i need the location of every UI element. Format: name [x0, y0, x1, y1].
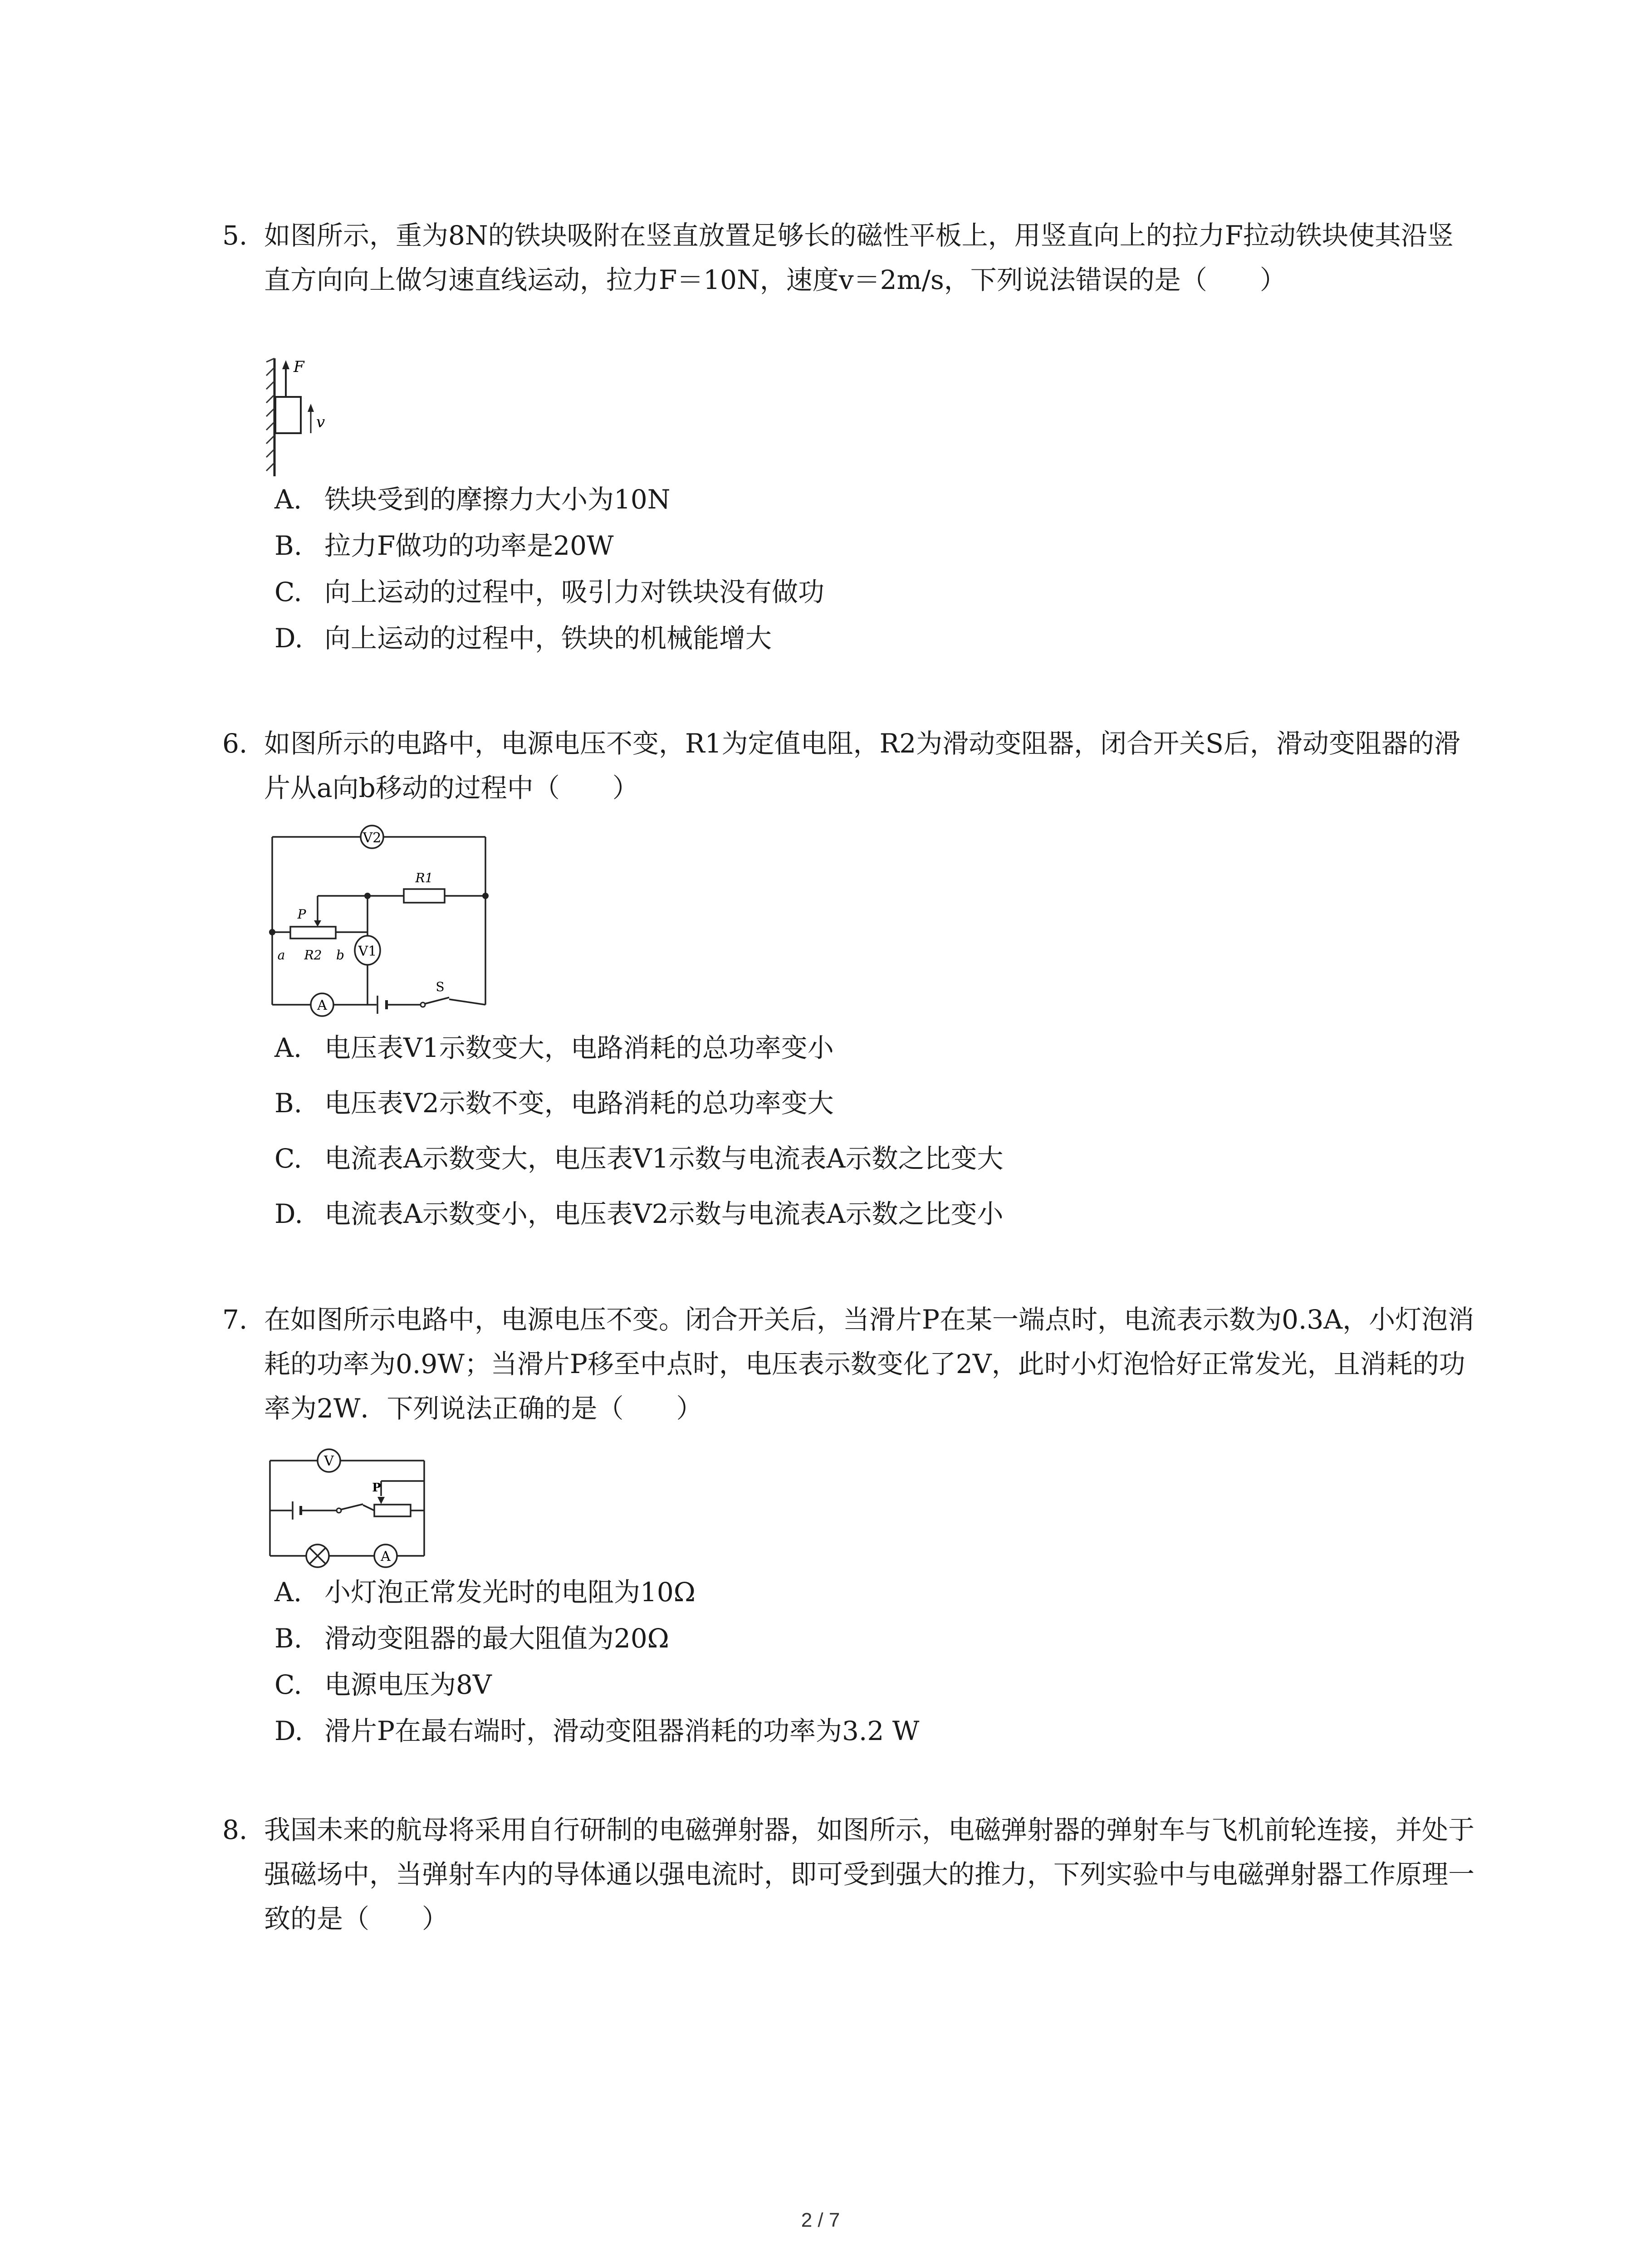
v2-label: V2: [362, 830, 382, 846]
option-letter: C.: [274, 1669, 302, 1700]
figure-magnetic-board: [265, 354, 365, 481]
option-5b: [274, 525, 614, 566]
option-text: 小灯泡正常发光时的电阻为10Ω: [324, 1577, 696, 1608]
question-text: 如图所示的电路中，电源电压不变，R1为定值电阻，R2为滑动变阻器，闭合开关S后，滑动变阻器的滑片从a向b移动的过程中（ ）: [264, 728, 1460, 803]
question-8: [222, 1808, 1474, 1941]
v1-label: V1: [358, 943, 377, 959]
option-6d: [274, 1193, 1004, 1234]
figure-circuit-7: [265, 1442, 433, 1574]
option-text: 铁块受到的摩擦力大小为10N: [324, 484, 671, 515]
option-letter: B.: [274, 1623, 303, 1654]
option-letter: B.: [274, 1088, 303, 1119]
option-6a: [274, 1027, 834, 1068]
question-text: 如图所示，重为8N的铁块吸附在竖直放置足够长的磁性平板上，用竖直向上的拉力F拉动铁块使其沿竖直方向向上做匀速直线运动，拉力F＝10N，速度v＝2m/s，下列说法错误的是（ ）: [264, 220, 1454, 295]
question-number: 6.: [222, 728, 248, 759]
page-number: 2 / 7: [801, 2209, 840, 2231]
question-number: 7.: [222, 1304, 248, 1335]
option-7d: [274, 1711, 919, 1751]
force-label: F: [294, 358, 304, 376]
question-number: 8.: [222, 1814, 248, 1845]
question-5: [222, 213, 1474, 302]
option-letter: D.: [274, 623, 303, 654]
option-text: 电源电压为8V: [324, 1669, 492, 1700]
voltmeter-label: V: [324, 1453, 334, 1469]
option-5a: [274, 479, 671, 520]
option-letter: B.: [274, 530, 303, 561]
option-letter: C.: [274, 1143, 302, 1174]
p-label: P: [372, 1481, 381, 1495]
figure-circuit-6: [263, 823, 499, 1032]
option-6b: [274, 1083, 834, 1124]
question-7: [222, 1297, 1474, 1431]
option-text: 电压表V1示数变大，电路消耗的总功率变小: [324, 1032, 834, 1063]
ammeter-label: A: [381, 1549, 391, 1564]
option-letter: A.: [274, 1577, 302, 1608]
option-letter: C.: [274, 577, 302, 607]
question-text: 在如图所示电路中，电源电压不变。闭合开关后，当滑片P在某一端点时，电流表示数为0.3A，小灯泡消耗的功率为0.9W；当滑片P移至中点时，电压表示数变化了2V，此时小灯泡恰好正常发光，且消耗的功率为2W．下列说法正确的是（ ）: [264, 1304, 1474, 1424]
b-label: b: [336, 948, 344, 963]
ammeter-label: A: [317, 997, 327, 1013]
r2-label: R2: [304, 948, 322, 963]
option-letter: D.: [274, 1198, 303, 1229]
option-letter: A.: [274, 484, 302, 515]
option-7c: [274, 1664, 492, 1705]
option-text: 滑动变阻器的最大阻值为20Ω: [324, 1623, 669, 1654]
option-text: 拉力F做功的功率是20W: [324, 530, 614, 561]
option-text: 电流表A示数变大，电压表V1示数与电流表A示数之比变大: [324, 1143, 1004, 1174]
velocity-label: v: [316, 413, 325, 431]
p-label: P: [297, 907, 306, 922]
option-text: 电流表A示数变小，电压表V2示数与电流表A示数之比变小: [324, 1198, 1004, 1229]
option-text: 滑片P在最右端时，滑动变阻器消耗的功率为3.2 W: [324, 1716, 920, 1746]
option-6c: [274, 1138, 1004, 1179]
r1-label: R1: [415, 870, 433, 885]
option-text: 向上运动的过程中，铁块的机械能增大: [324, 623, 772, 654]
question-number: 5.: [222, 220, 248, 251]
option-7a: [274, 1572, 696, 1613]
a-label: a: [277, 948, 285, 963]
option-7b: [274, 1618, 669, 1659]
option-letter: D.: [274, 1716, 303, 1746]
s-label: S: [436, 979, 445, 994]
option-letter: A.: [274, 1032, 302, 1063]
question-text: 我国未来的航母将采用自行研制的电磁弹射器，如图所示，电磁弹射器的弹射车与飞机前轮连接，并处于强磁场中，当弹射车内的导体通以强电流时，即可受到强大的推力，下列实验中与电磁弹射器工作原理一致的是（ ）: [264, 1814, 1475, 1934]
option-5d: [274, 618, 772, 659]
option-text: 电压表V2示数不变，电路消耗的总功率变大: [324, 1088, 834, 1119]
question-6: [222, 721, 1474, 810]
option-text: 向上运动的过程中，吸引力对铁块没有做功: [324, 577, 825, 607]
option-5c: [274, 572, 824, 612]
